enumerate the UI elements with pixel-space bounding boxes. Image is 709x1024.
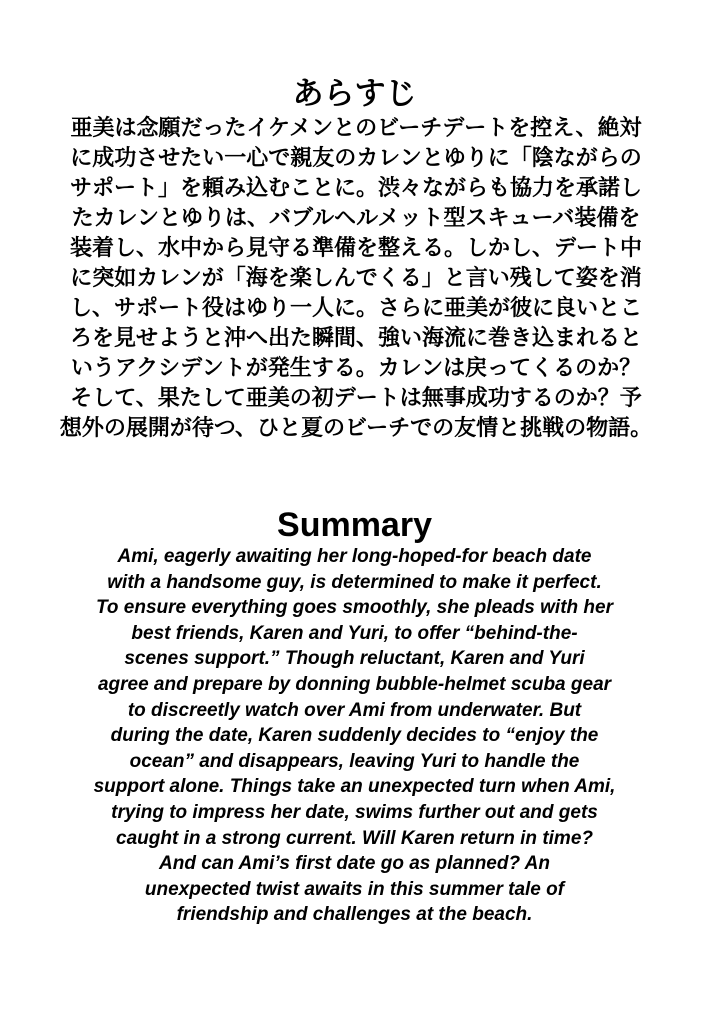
english-summary-line: scenes support.” Though reluctant, Karen and Yuri (124, 648, 585, 670)
japanese-synopsis-line: 亜美は念願だったイケメンとのビーチデートを控え、絶対 (70, 116, 642, 141)
english-summary-line: To ensure everything goes smoothly, she pleads with her (96, 597, 613, 619)
english-summary-line: ocean” and disappears, leaving Yuri to handle the (129, 750, 580, 772)
english-summary-line: during the date, Karen suddenly decides to “enjoy the (110, 725, 599, 747)
english-summary-line: And can Ami’s first date go as planned? An (159, 853, 550, 875)
english-summary-line: with a handsome guy, is determined to make it perfect. (107, 571, 602, 593)
japanese-synopsis-line: し、サポート役はゆり一人に。さらに亜美が彼に良いとこ (69, 296, 642, 321)
japanese-synopsis (36, 114, 676, 444)
english-summary-line: Ami, eagerly awaiting her long-hoped-for beach date (117, 546, 592, 567)
english-summary-line: agree and prepare by donning bubble-helmet scuba gear (97, 673, 612, 695)
english-summary-line: best friends, Karen and Yuri, to offer “behind-the- (131, 622, 578, 644)
japanese-synopsis-line: そして、果たして亜美の初デートは無事成功するのか？予 (70, 386, 642, 411)
english-summary-line: unexpected twist awaits in this summer tale of (144, 878, 565, 900)
japanese-synopsis-line: ろを見せようと沖へ出た瞬間、強い海流に巻き込まれると (69, 326, 642, 351)
japanese-title: あらすじ (292, 76, 417, 112)
japanese-synopsis-line: 想外の展開が待つ、ひと夏のビーチでの友情と挑戦の物語。 (59, 416, 653, 441)
english-summary-line: trying to impress her date, swims further out and gets (111, 801, 598, 823)
japanese-synopsis-line: サポート」を頼み込むことに。渋々ながらも協力を承諾し (69, 176, 642, 201)
japanese-synopsis-line: 装着し、水中から見守る準備を整える。しかし、デート中 (69, 236, 642, 261)
japanese-synopsis-line: に成功させたい一心で親友のカレンとゆりに「陰ながらの (70, 146, 642, 171)
english-title: Summary (277, 506, 432, 544)
english-summary (40, 544, 669, 928)
japanese-synopsis-line: に突如カレンが「海を楽しんでくる」と言い残して姿を消 (70, 266, 642, 291)
english-summary-line: to discreetly watch over Ami from underwater. But (127, 699, 582, 721)
japanese-synopsis-line: たカレンとゆりは、バブルヘルメット型スキューバ装備を (71, 206, 641, 231)
english-summary-line: caught in a strong current. Will Karen return in time? (116, 827, 593, 849)
english-summary-line: friendship and challenges at the beach. (176, 904, 533, 926)
english-summary-line: support alone. Things take an unexpected turn when Ami, (93, 776, 616, 798)
japanese-synopsis-line: いうアクシデントが発生する。カレンは戻ってくるのか？ (70, 356, 642, 381)
